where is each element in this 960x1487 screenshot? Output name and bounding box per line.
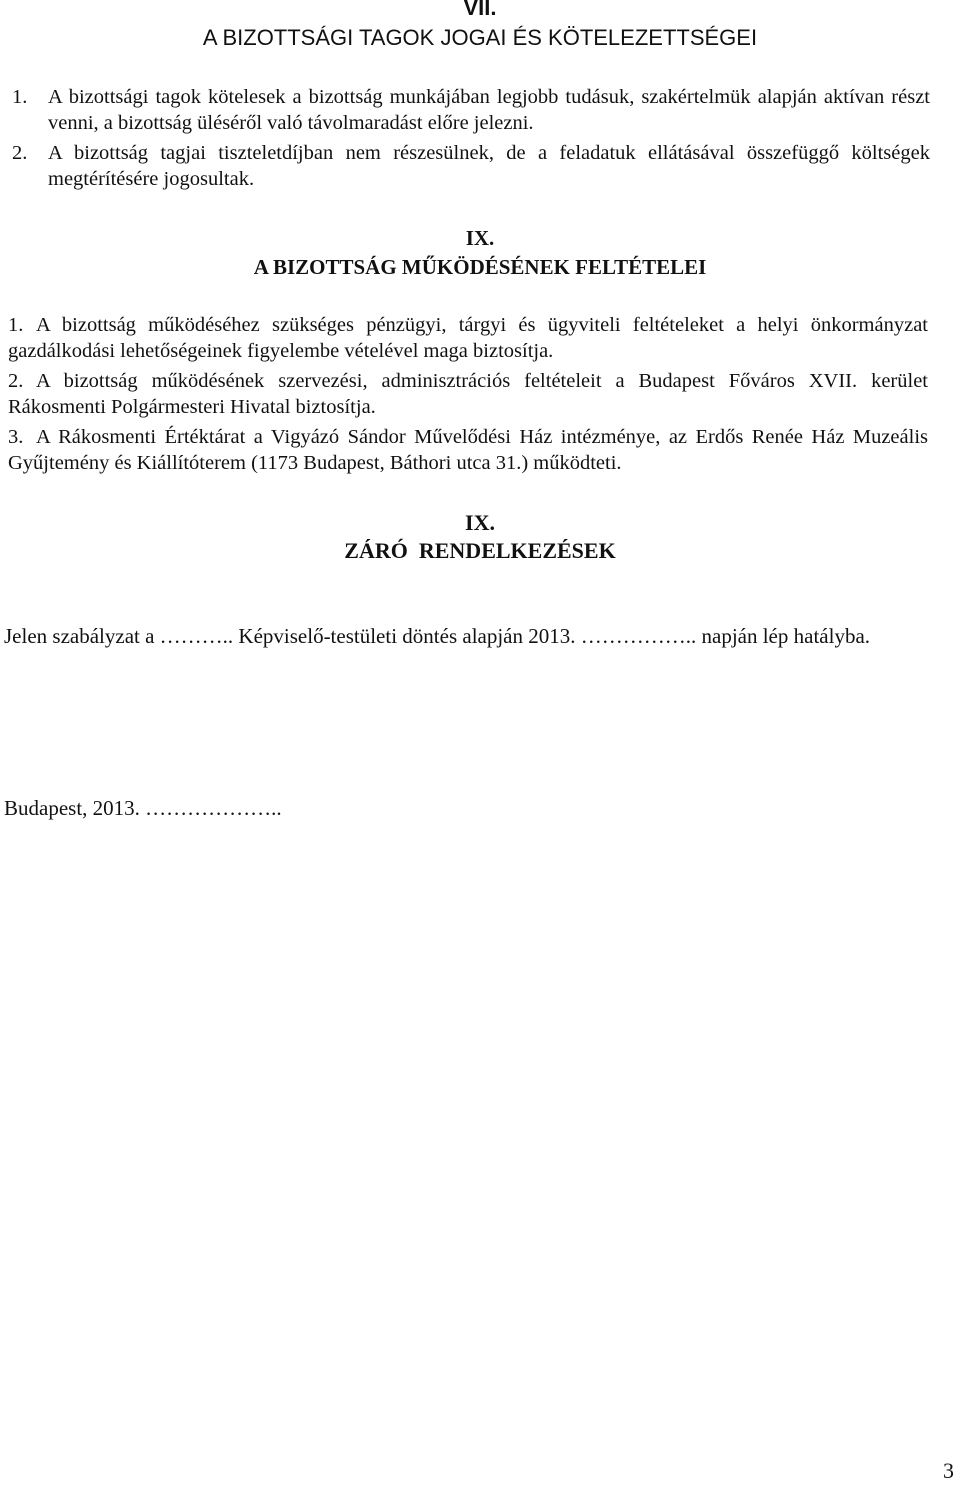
list-item	[8, 312, 928, 364]
section-title: A BIZOTTSÁG MŰKÖDÉSÉNEK FELTÉTELEI	[253, 255, 707, 279]
item-number: 2.	[8, 370, 24, 392]
effective-date-statement: Jelen szabályzat a ……….. Képviselő-testületi döntés alapján 2013. …………….. napján lép hatályba.	[4, 624, 871, 648]
item-text: A bizottság működéséhez szükséges pénzügyi, tárgyi és ügyviteli feltételeket a helyi önkormányzat gazdálkodási lehetőségeinek figyelembe vételével maga biztosítja.	[8, 314, 928, 362]
item-text: A bizottság működésének szervezési, adminisztrációs feltételeit a Budapest Főváros XVII. kerület Rákosmenti Polgármesteri Hivatal biztosítja.	[8, 370, 928, 418]
item-text: A bizottsági tagok kötelesek a bizottság munkájában legjobb tudásuk, szakértelmük alapján aktívan részt venni, a bizottság üléséről való távolmaradást előre jelezni.	[48, 86, 930, 134]
list-item	[8, 424, 928, 476]
list-item	[8, 368, 928, 420]
section-number: IX.	[465, 226, 495, 250]
item-number: 2.	[12, 142, 28, 164]
section-title: A BIZOTTSÁGI TAGOK JOGAI ÉS KÖTELEZETTSÉGEI	[202, 25, 758, 50]
item-text: A bizottság tagjai tiszteletdíjban nem részesülnek, de a feladatuk ellátásával összefüggő költségek megtérítésére jogosultak.	[48, 142, 930, 190]
item-number: 1.	[12, 86, 28, 108]
section-number: VII.	[463, 0, 497, 20]
list-item	[12, 140, 930, 192]
section-number: IX.	[465, 510, 495, 535]
list-item	[12, 84, 930, 136]
item-number: 1.	[8, 314, 24, 336]
item-text: A Rákosmenti Értéktárat a Vigyázó Sándor Művelődési Ház intézménye, az Erdős Renée Ház Muzeális Gyűjtemény és Kiállítóterem (1173 Budapest, Báthori utca 31.) működteti.	[8, 426, 928, 474]
page-number: 3	[943, 1458, 954, 1483]
item-number: 3.	[8, 426, 24, 448]
place-and-date: Budapest, 2013. ………………..	[4, 796, 282, 820]
section-title: ZÁRÓ RENDELKEZÉSEK	[344, 538, 616, 563]
